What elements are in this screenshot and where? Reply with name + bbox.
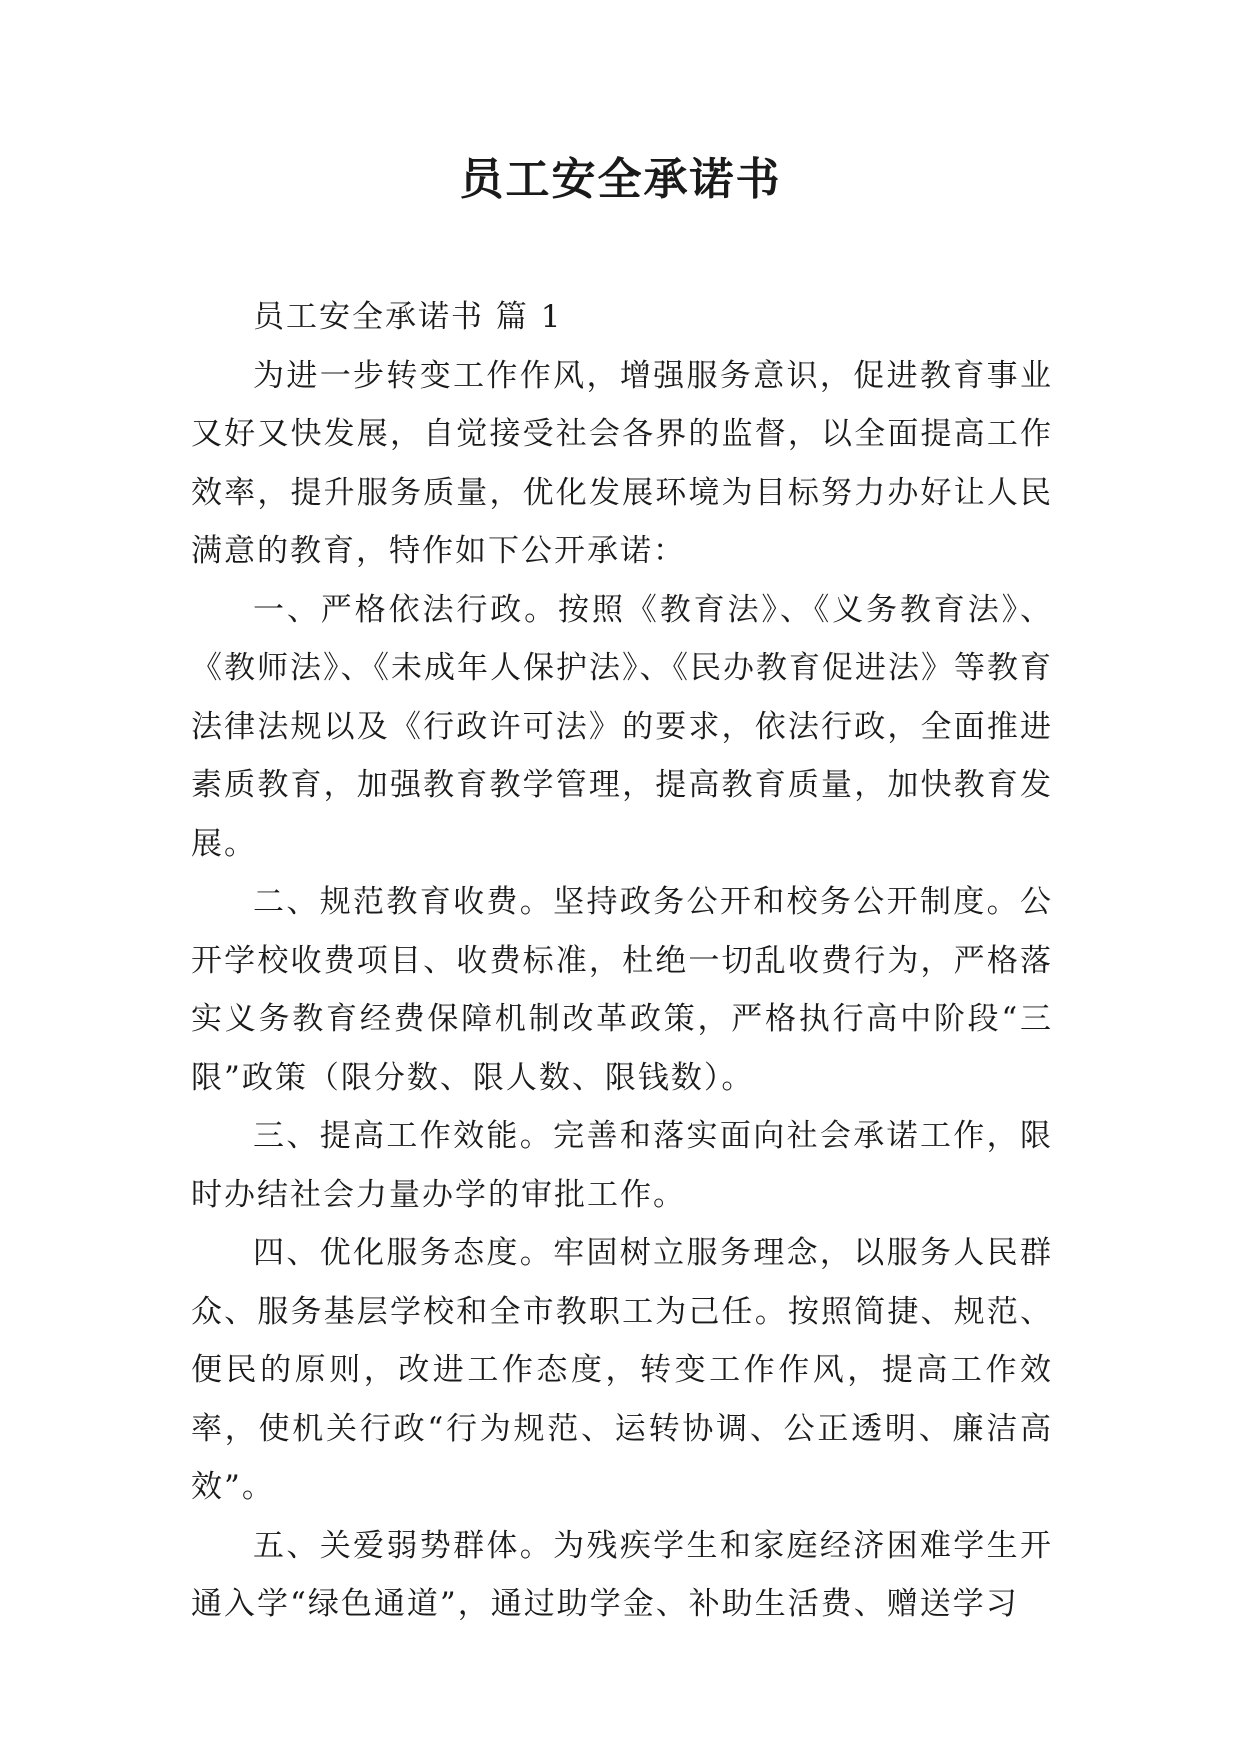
paragraph-item-1: 一、严格依法行政。按照《教育法》、《义务教育法》、《教师法》、《未成年人保护法》、《民办教育促进法》等教育法律法规以及《行政许可法》的要求，依法行政，全面推进素质教育，加强教育教学管理，提高教育质量，加快教育发展。 [191,591,1053,862]
section-heading: 员工安全承诺书 篇 1 [253,299,563,335]
document-body [191,288,1053,1634]
paragraph-item-4: 四、优化服务态度。牢固树立服务理念，以服务人民群众、服务基层学校和全市教职工为己任。按照简捷、规范、便民的原则，改进工作态度，转变工作作风，提高工作效率，使机关行政“行为规范、运转协调、公正透明、廉洁高效”。 [191,1235,1053,1505]
paragraph-intro: 为进一步转变工作作风，增强服务意识，促进教育事业又好又快发展，自觉接受社会各界的监督，以全面提高工作效率，提升服务质量，优化发展环境为目标努力办好让人民满意的教育，特作如下公开承诺： [191,357,1053,569]
document-title: 员工安全承诺书 [459,154,782,205]
paragraph-item-2: 二、规范教育收费。坚持政务公开和校务公开制度。公开学校收费项目、收费标准，杜绝一切乱收费行为，严格落实义务教育经费保障机制改革政策，严格执行高中阶段“三限”政策（限分数、限人数、限钱数）。 [191,884,1053,1096]
paragraph-item-5: 五、关爱弱势群体。为残疾学生和家庭经济困难学生开通入学“绿色通道”，通过助学金、补助生活费、赠送学习 [191,1527,1053,1622]
paragraph-item-3: 三、提高工作效能。完善和落实面向社会承诺工作，限时办结社会力量办学的审批工作。 [191,1118,1053,1213]
